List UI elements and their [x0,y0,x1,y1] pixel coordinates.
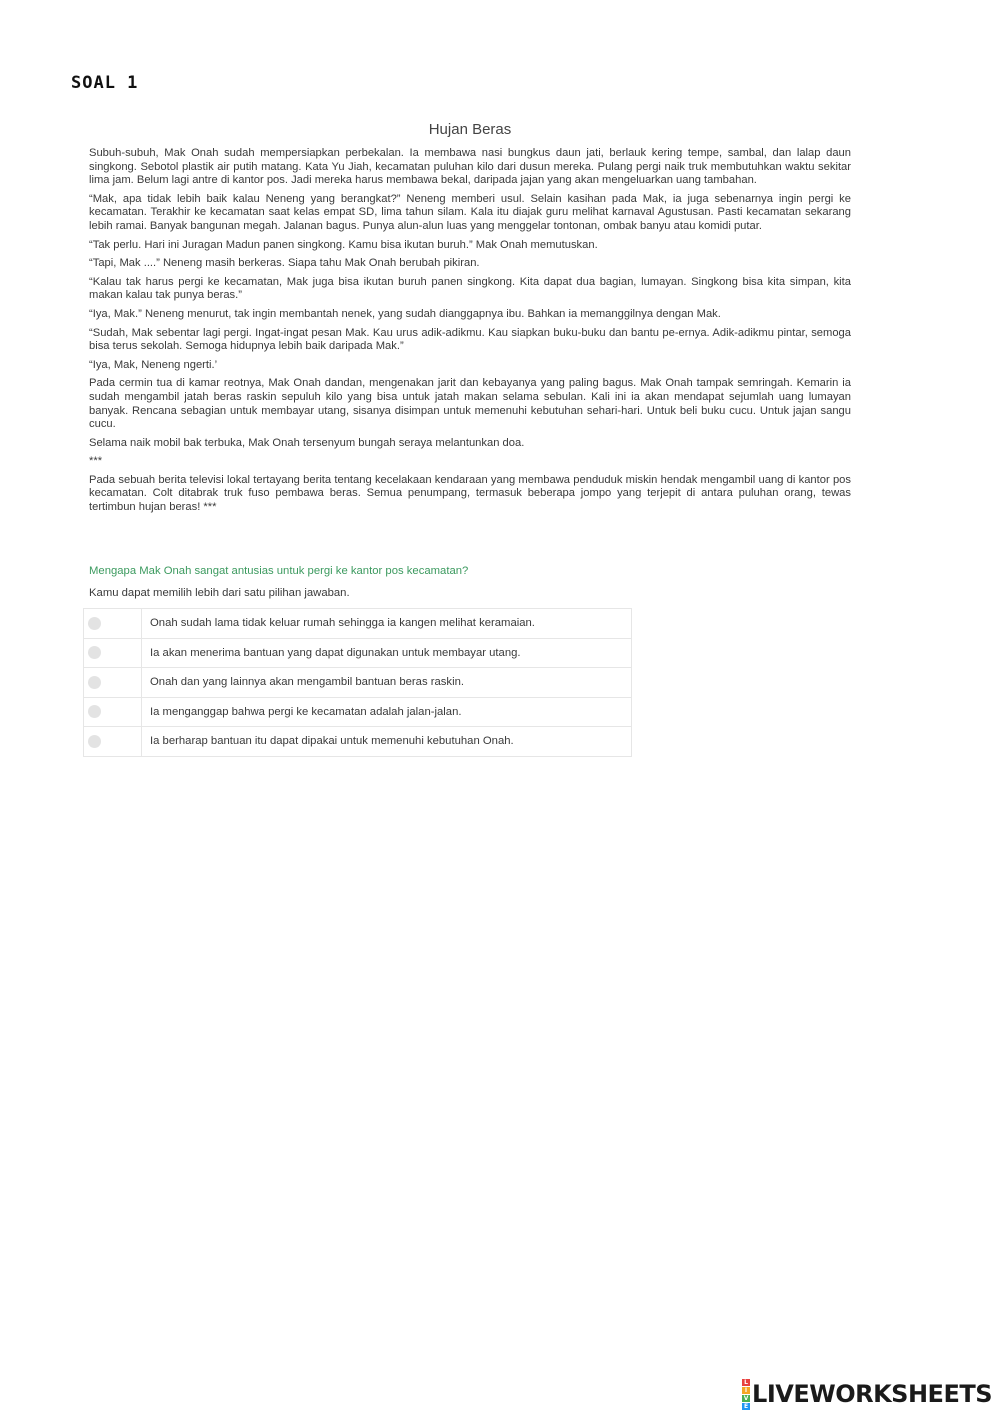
logo-mark-letter: L [742,1379,750,1386]
quiz-question: Mengapa Mak Onah sangat antusias untuk pergi ke kantor pos kecamatan? [89,565,469,577]
logo-mark-icon [742,1379,750,1410]
story-title: Hujan Beras [428,121,512,138]
radio-cell [84,668,142,697]
answer-option-label: Ia menganggap bahwa pergi ke kecamatan adalah jalan-jalan. [150,705,462,718]
story-paragraph: “Tapi, Mak ....” Neneng masih berkeras. Siapa tahu Mak Onah berubah pikiran. [89,257,480,270]
story-paragraph: Pada cermin tua di kamar reotnya, Mak Onah dandan, mengenakan jarit dan kebayanya yang paling bagus. Mak Onah tampak semringah. Kemarin ia sudah mengambil jatah beras raskin sepuluh kilo yang bisa untuk jatah makan selama sebulan. Kali ini ia akan mendapat sejumlah uang lumayan banyak. Rencana sebagian untuk membayar utang, sisanya disimpan untuk memenuhi kebutuhan sehari-hari. Untuk beli buku cucu. Untuk jajan sangu cucu. [89,377,851,431]
story-paragraph: “Mak, apa tidak lebih baik kalau Neneng yang berangkat?” Neneng memberi usul. Selain kasihan pada Mak, ia juga sebenarnya ingin pergi ke kecamatan. Terakhir ke kecamatan saat kelas empat SD, lima tahun silam. Kala itu diajak guru melihat karnaval Agustusan. Pasti kecamatan sekarang lebih ramai. Banyak bangunan megah. Jalanan bagus. Punya alun-alun luas yang menggelar tontonan, ombak banyu atau komidi putar. [89,192,851,232]
worksheet-label: SOAL 1 [71,73,139,93]
story-paragraph: Selama naik mobil bak terbuka, Mak Onah tersenyum bungah seraya melantunkan doa. [89,436,525,449]
answer-option[interactable] [84,668,631,698]
quiz-hint: Kamu dapat memilih lebih dari satu pilihan jawaban. [89,587,350,599]
radio-cell [84,609,142,638]
answer-option-label: Ia berharap bantuan itu dapat dipakai untuk memenuhi kebutuhan Onah. [150,735,514,748]
story-paragraph: “Kalau tak harus pergi ke kecamatan, Mak juga bisa ikutan buruh panen singkong. Kita dapat dua bagian, lumayan. Singkong bisa kita simpan, kita makan kalau tak punya beras.” [89,275,851,302]
logo-mark-letter: E [743,1402,749,1410]
radio-button[interactable] [88,617,101,630]
radio-cell [84,698,142,727]
story-paragraph: Pada sebuah berita televisi lokal tertayang berita tentang kecelakaan kendaraan yang membawa penduduk miskin hendak mengambil uang di kantor pos kecamatan. Colt ditabrak truk fuso pembawa beras. Semua penumpang, termasuk beberapa jompo yang terjepit di antara puluhan orang, tewas tertimbun hujan beras! *** [89,473,851,514]
story-body [89,147,851,520]
story-paragraph: “Iya, Mak.” Neneng menurut, tak ingin membantah nenek, yang sudah dianggapnya ibu. Bahkan ia memanggilnya dengan Mak. [89,307,721,320]
answer-options [83,608,632,757]
story-separator: *** [89,455,103,468]
answer-option[interactable] [84,609,631,639]
answer-option[interactable] [84,727,631,757]
radio-button[interactable] [88,705,101,718]
radio-button[interactable] [88,676,101,689]
logo-text: LIVEWORKSHEETS [752,1380,992,1408]
logo-mark-letter: I [742,1387,750,1394]
logo-mark-letter: V [743,1394,749,1402]
radio-cell [84,727,142,756]
answer-option-label: Onah dan yang lainnya akan mengambil bantuan beras raskin. [150,676,465,689]
story-paragraph: “Iya, Mak, Neneng ngerti.’ [89,358,218,371]
radio-button[interactable] [88,735,101,748]
radio-cell [84,639,142,668]
answer-option[interactable] [84,698,631,728]
answer-option-label: Onah sudah lama tidak keluar rumah sehingga ia kangen melihat keramaian. [150,617,535,630]
story-paragraph: “Sudah, Mak sebentar lagi pergi. Ingat-ingat pesan Mak. Kau urus adik-adikmu. Kau siapkan buku-buku dan bantu pe-ernya. Adik-adikmu pintar, semoga bisa terus sekolah. Semoga hidupnya lebih baik daripada Mak.” [89,326,851,353]
answer-option[interactable] [84,639,631,669]
answer-option-label: Ia akan menerima bantuan yang dapat digunakan untuk membayar utang. [150,646,521,659]
radio-button[interactable] [88,646,101,659]
story-paragraph: Subuh-subuh, Mak Onah sudah mempersiapkan perbekalan. Ia membawa nasi bungkus daun jati, berlauk kering tempe, sambal, dan lalap daun singkong. Sebotol plastik air putih matang. Kata Yu Jiah, kecamatan puluhan kilo dari dusun mereka. Pulang pergi naik truk membutuhkan waktu sekitar lima jam. Belum lagi antre di kantor pos. Jadi mereka harus membawa bekal, daripada jajan yang akan mengeluarkan uang tambahan. [89,147,851,187]
liveworksheets-logo [742,1378,992,1410]
story-paragraph: “Tak perlu. Hari ini Juragan Madun panen singkong. Kamu bisa ikutan buruh.” Mak Onah memutuskan. [89,238,598,251]
